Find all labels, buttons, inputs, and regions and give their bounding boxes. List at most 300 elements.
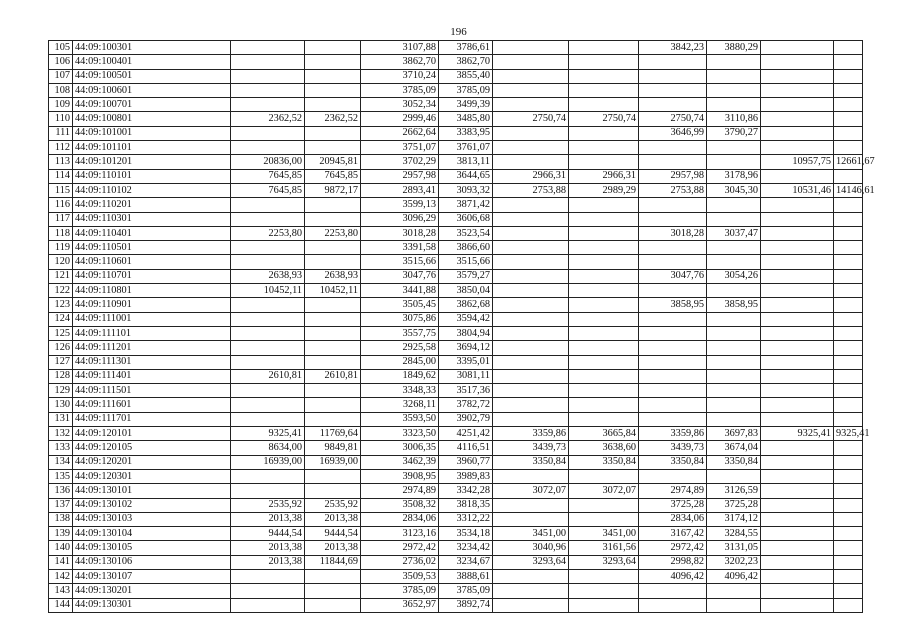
value-cell: 9849,81 <box>305 441 361 455</box>
value-cell <box>569 355 639 369</box>
value-cell <box>493 255 569 269</box>
value-cell <box>707 584 761 598</box>
row-number-cell: 140 <box>49 541 73 555</box>
value-cell: 2972,42 <box>639 541 707 555</box>
value-cell <box>305 355 361 369</box>
value-cell <box>493 326 569 340</box>
value-cell: 2753,88 <box>493 183 569 197</box>
value-cell: 3761,07 <box>439 141 493 155</box>
value-cell: 3052,34 <box>361 98 439 112</box>
value-cell <box>231 312 305 326</box>
value-cell <box>639 212 707 226</box>
value-cell <box>569 312 639 326</box>
row-number-cell: 113 <box>49 155 73 169</box>
value-cell: 3842,23 <box>639 41 707 55</box>
value-cell <box>569 198 639 212</box>
value-cell: 3813,11 <box>439 155 493 169</box>
cadastral-number-cell: 44:09:130101 <box>73 484 231 498</box>
value-cell <box>707 598 761 612</box>
value-cell <box>834 198 863 212</box>
row-number-cell: 144 <box>49 598 73 612</box>
value-cell: 3638,60 <box>569 441 639 455</box>
cadastral-number-cell: 44:09:111301 <box>73 355 231 369</box>
value-cell: 2610,81 <box>305 369 361 383</box>
value-cell <box>834 341 863 355</box>
value-cell <box>493 198 569 212</box>
value-cell <box>569 584 639 598</box>
table-row <box>49 498 863 512</box>
value-cell <box>569 469 639 483</box>
value-cell: 11769,64 <box>305 427 361 441</box>
value-cell <box>761 141 834 155</box>
value-cell: 4096,42 <box>707 569 761 583</box>
value-cell <box>639 241 707 255</box>
table-row <box>49 212 863 226</box>
value-cell: 2013,38 <box>305 541 361 555</box>
value-cell <box>834 484 863 498</box>
value-cell <box>707 369 761 383</box>
cadastral-number-cell: 44:09:110102 <box>73 183 231 197</box>
value-cell <box>834 284 863 298</box>
row-number-cell: 143 <box>49 584 73 598</box>
value-cell: 3161,56 <box>569 541 639 555</box>
value-cell: 3126,59 <box>707 484 761 498</box>
table-row <box>49 126 863 140</box>
row-number-cell: 118 <box>49 226 73 240</box>
value-cell: 3040,96 <box>493 541 569 555</box>
value-cell <box>761 55 834 69</box>
value-cell: 3871,42 <box>439 198 493 212</box>
value-cell <box>305 55 361 69</box>
value-cell: 3359,86 <box>493 427 569 441</box>
table-row <box>49 427 863 441</box>
value-cell <box>761 384 834 398</box>
cadastral-number-cell: 44:09:100701 <box>73 98 231 112</box>
value-cell <box>493 241 569 255</box>
value-cell <box>834 584 863 598</box>
table-row <box>49 555 863 569</box>
table-row <box>49 155 863 169</box>
value-cell: 3855,40 <box>439 69 493 83</box>
value-cell: 3785,09 <box>361 83 439 97</box>
table-row <box>49 141 863 155</box>
table-row <box>49 569 863 583</box>
value-cell <box>834 255 863 269</box>
value-cell: 3888,61 <box>439 569 493 583</box>
value-cell: 3594,42 <box>439 312 493 326</box>
value-cell: 3018,28 <box>361 226 439 240</box>
value-cell <box>761 341 834 355</box>
value-cell: 3348,33 <box>361 384 439 398</box>
table-row <box>49 269 863 283</box>
value-cell <box>761 169 834 183</box>
value-cell <box>639 141 707 155</box>
value-cell <box>305 241 361 255</box>
value-cell <box>834 527 863 541</box>
value-cell <box>707 155 761 169</box>
row-number-cell: 128 <box>49 369 73 383</box>
value-cell: 3694,12 <box>439 341 493 355</box>
value-cell: 2610,81 <box>231 369 305 383</box>
value-cell <box>493 384 569 398</box>
value-cell <box>761 412 834 426</box>
value-cell <box>493 41 569 55</box>
value-cell: 3697,83 <box>707 427 761 441</box>
value-cell <box>639 598 707 612</box>
value-cell <box>834 441 863 455</box>
value-cell <box>639 312 707 326</box>
value-cell: 2013,38 <box>305 512 361 526</box>
value-cell <box>305 598 361 612</box>
value-cell <box>231 69 305 83</box>
value-cell: 3293,64 <box>493 555 569 569</box>
value-cell <box>305 326 361 340</box>
value-cell: 2845,00 <box>361 355 439 369</box>
table-row <box>49 412 863 426</box>
value-cell <box>834 112 863 126</box>
value-cell: 8634,00 <box>231 441 305 455</box>
value-cell <box>569 155 639 169</box>
value-cell <box>493 83 569 97</box>
value-cell <box>761 569 834 583</box>
value-cell <box>761 541 834 555</box>
row-number-cell: 117 <box>49 212 73 226</box>
data-table <box>48 40 875 613</box>
value-cell <box>231 469 305 483</box>
value-cell <box>305 584 361 598</box>
value-cell: 4116,51 <box>439 441 493 455</box>
value-cell <box>493 212 569 226</box>
value-cell: 3268,11 <box>361 398 439 412</box>
value-cell <box>305 312 361 326</box>
row-number-cell: 124 <box>49 312 73 326</box>
row-number-cell: 105 <box>49 41 73 55</box>
cadastral-number-cell: 44:09:130105 <box>73 541 231 555</box>
value-cell: 2253,80 <box>231 226 305 240</box>
value-cell: 1849,62 <box>361 369 439 383</box>
value-cell: 2999,46 <box>361 112 439 126</box>
value-cell <box>707 384 761 398</box>
value-cell: 3515,66 <box>439 255 493 269</box>
value-cell <box>761 512 834 526</box>
value-cell: 3960,77 <box>439 455 493 469</box>
value-cell: 3167,42 <box>639 527 707 541</box>
row-number-cell: 115 <box>49 183 73 197</box>
value-cell <box>569 126 639 140</box>
value-cell <box>305 255 361 269</box>
value-cell <box>834 369 863 383</box>
value-cell: 3509,53 <box>361 569 439 583</box>
value-cell <box>834 555 863 569</box>
cadastral-number-cell: 44:09:110301 <box>73 212 231 226</box>
value-cell: 3350,84 <box>707 455 761 469</box>
row-number-cell: 112 <box>49 141 73 155</box>
value-cell <box>761 241 834 255</box>
value-cell <box>231 412 305 426</box>
value-cell: 9872,17 <box>305 183 361 197</box>
value-cell <box>639 398 707 412</box>
cadastral-number-cell: 44:09:110901 <box>73 298 231 312</box>
value-cell: 3018,28 <box>639 226 707 240</box>
value-cell <box>834 83 863 97</box>
value-cell: 3234,42 <box>439 541 493 555</box>
value-cell: 3383,95 <box>439 126 493 140</box>
value-cell <box>231 241 305 255</box>
value-cell <box>493 126 569 140</box>
row-number-cell: 136 <box>49 484 73 498</box>
value-cell: 3439,73 <box>493 441 569 455</box>
table-row <box>49 312 863 326</box>
value-cell <box>569 384 639 398</box>
value-cell <box>639 155 707 169</box>
value-cell <box>231 55 305 69</box>
value-cell: 3989,83 <box>439 469 493 483</box>
value-cell: 3725,28 <box>707 498 761 512</box>
value-cell <box>493 369 569 383</box>
value-cell <box>231 341 305 355</box>
value-cell <box>231 255 305 269</box>
value-cell: 3234,67 <box>439 555 493 569</box>
value-cell: 3880,29 <box>707 41 761 55</box>
value-cell: 3866,60 <box>439 241 493 255</box>
value-cell <box>231 83 305 97</box>
value-cell <box>761 584 834 598</box>
value-cell: 3107,88 <box>361 41 439 55</box>
row-number-cell: 126 <box>49 341 73 355</box>
value-cell: 3644,65 <box>439 169 493 183</box>
value-cell <box>305 141 361 155</box>
value-cell: 3178,96 <box>707 169 761 183</box>
value-cell: 3858,95 <box>707 298 761 312</box>
value-cell <box>707 212 761 226</box>
value-cell: 3054,26 <box>707 269 761 283</box>
value-cell <box>707 141 761 155</box>
value-cell <box>231 355 305 369</box>
value-cell <box>707 398 761 412</box>
value-cell <box>639 384 707 398</box>
value-cell: 2834,06 <box>639 512 707 526</box>
table-row <box>49 226 863 240</box>
value-cell: 3391,58 <box>361 241 439 255</box>
value-cell: 3523,54 <box>439 226 493 240</box>
value-cell: 20836,00 <box>231 155 305 169</box>
row-number-cell: 142 <box>49 569 73 583</box>
value-cell: 2966,31 <box>493 169 569 183</box>
value-cell: 3293,64 <box>569 555 639 569</box>
cadastral-number-cell: 44:09:111101 <box>73 326 231 340</box>
value-cell <box>761 255 834 269</box>
value-cell <box>639 55 707 69</box>
value-cell <box>569 598 639 612</box>
value-cell: 9325,41 <box>231 427 305 441</box>
value-cell <box>834 141 863 155</box>
value-cell: 10452,11 <box>305 284 361 298</box>
cadastral-number-cell: 44:09:120201 <box>73 455 231 469</box>
cadastral-number-cell: 44:09:100501 <box>73 69 231 83</box>
cadastral-number-cell: 44:09:100801 <box>73 112 231 126</box>
table-row <box>49 598 863 612</box>
value-cell <box>493 498 569 512</box>
value-cell <box>707 412 761 426</box>
row-number-cell: 111 <box>49 126 73 140</box>
value-cell <box>639 69 707 83</box>
value-cell <box>231 126 305 140</box>
cadastral-number-cell: 44:09:100301 <box>73 41 231 55</box>
value-cell <box>569 55 639 69</box>
value-cell: 16939,00 <box>305 455 361 469</box>
value-cell <box>707 341 761 355</box>
cadastral-number-cell: 44:09:130201 <box>73 584 231 598</box>
table-row <box>49 541 863 555</box>
value-cell <box>834 98 863 112</box>
value-cell: 10531,46 <box>761 183 834 197</box>
cadastral-number-cell: 44:09:111201 <box>73 341 231 355</box>
value-cell <box>569 241 639 255</box>
value-cell: 12661,67 <box>834 155 863 169</box>
value-cell <box>834 226 863 240</box>
value-cell <box>761 83 834 97</box>
value-cell <box>707 241 761 255</box>
value-cell <box>493 312 569 326</box>
value-cell <box>639 284 707 298</box>
table-row <box>49 355 863 369</box>
value-cell: 2974,89 <box>361 484 439 498</box>
value-cell: 3790,27 <box>707 126 761 140</box>
value-cell <box>639 326 707 340</box>
value-cell <box>231 141 305 155</box>
value-cell <box>639 341 707 355</box>
row-number-cell: 108 <box>49 83 73 97</box>
row-number-cell: 141 <box>49 555 73 569</box>
value-cell <box>493 598 569 612</box>
value-cell: 3131,05 <box>707 541 761 555</box>
value-cell: 2998,82 <box>639 555 707 569</box>
value-cell: 3892,74 <box>439 598 493 612</box>
value-cell <box>493 69 569 83</box>
value-cell <box>761 598 834 612</box>
row-number-cell: 134 <box>49 455 73 469</box>
value-cell: 2750,74 <box>493 112 569 126</box>
table-row <box>49 169 863 183</box>
value-cell: 2013,38 <box>231 512 305 526</box>
value-cell <box>493 355 569 369</box>
value-cell: 2989,29 <box>569 183 639 197</box>
cadastral-number-cell: 44:09:110601 <box>73 255 231 269</box>
cadastral-number-cell: 44:09:101001 <box>73 126 231 140</box>
value-cell <box>305 298 361 312</box>
value-cell <box>305 69 361 83</box>
value-cell: 3606,68 <box>439 212 493 226</box>
value-cell: 3702,29 <box>361 155 439 169</box>
value-cell: 10957,75 <box>761 155 834 169</box>
value-cell: 3782,72 <box>439 398 493 412</box>
value-cell <box>761 284 834 298</box>
cadastral-number-cell: 44:09:130106 <box>73 555 231 569</box>
row-number-cell: 110 <box>49 112 73 126</box>
cadastral-number-cell: 44:09:120101 <box>73 427 231 441</box>
value-cell <box>761 212 834 226</box>
table-row <box>49 69 863 83</box>
value-cell: 3665,84 <box>569 427 639 441</box>
value-cell <box>305 212 361 226</box>
value-cell: 4251,42 <box>439 427 493 441</box>
value-cell <box>305 341 361 355</box>
value-cell: 3517,36 <box>439 384 493 398</box>
value-cell <box>305 98 361 112</box>
value-cell <box>231 198 305 212</box>
value-cell: 3045,30 <box>707 183 761 197</box>
value-cell <box>834 269 863 283</box>
value-cell: 3439,73 <box>639 441 707 455</box>
value-cell: 3710,24 <box>361 69 439 83</box>
value-cell: 2966,31 <box>569 169 639 183</box>
value-cell <box>834 55 863 69</box>
value-cell: 3093,32 <box>439 183 493 197</box>
value-cell: 3037,47 <box>707 226 761 240</box>
value-cell <box>761 484 834 498</box>
value-cell <box>834 355 863 369</box>
cadastral-number-cell: 44:09:110801 <box>73 284 231 298</box>
value-cell: 3072,07 <box>493 484 569 498</box>
value-cell <box>493 141 569 155</box>
table-row <box>49 298 863 312</box>
value-cell <box>493 341 569 355</box>
value-cell: 3441,88 <box>361 284 439 298</box>
value-cell <box>569 341 639 355</box>
cadastral-number-cell: 44:09:111001 <box>73 312 231 326</box>
value-cell <box>761 98 834 112</box>
row-number-cell: 121 <box>49 269 73 283</box>
value-cell <box>761 355 834 369</box>
value-cell <box>834 455 863 469</box>
value-cell: 3652,97 <box>361 598 439 612</box>
value-cell <box>569 212 639 226</box>
row-number-cell: 107 <box>49 69 73 83</box>
cadastral-number-cell: 44:09:111601 <box>73 398 231 412</box>
value-cell <box>761 269 834 283</box>
value-cell: 3284,55 <box>707 527 761 541</box>
value-cell: 3359,86 <box>639 427 707 441</box>
value-cell: 3342,28 <box>439 484 493 498</box>
value-cell <box>569 326 639 340</box>
value-cell <box>834 512 863 526</box>
value-cell: 2957,98 <box>361 169 439 183</box>
value-cell <box>231 598 305 612</box>
value-cell: 3451,00 <box>569 527 639 541</box>
row-number-cell: 119 <box>49 241 73 255</box>
value-cell: 2013,38 <box>231 541 305 555</box>
value-cell: 3785,09 <box>361 584 439 598</box>
value-cell: 14146,61 <box>834 183 863 197</box>
value-cell <box>569 412 639 426</box>
value-cell: 3674,04 <box>707 441 761 455</box>
value-cell <box>493 569 569 583</box>
value-cell <box>761 41 834 55</box>
value-cell: 2253,80 <box>305 226 361 240</box>
value-cell <box>834 241 863 255</box>
value-cell <box>761 198 834 212</box>
value-cell <box>231 212 305 226</box>
value-cell: 2535,92 <box>305 498 361 512</box>
value-cell: 3862,68 <box>439 298 493 312</box>
table-row <box>49 198 863 212</box>
value-cell: 3557,75 <box>361 326 439 340</box>
value-cell: 11844,69 <box>305 555 361 569</box>
value-cell <box>707 255 761 269</box>
value-cell <box>231 298 305 312</box>
row-number-cell: 109 <box>49 98 73 112</box>
value-cell <box>834 41 863 55</box>
